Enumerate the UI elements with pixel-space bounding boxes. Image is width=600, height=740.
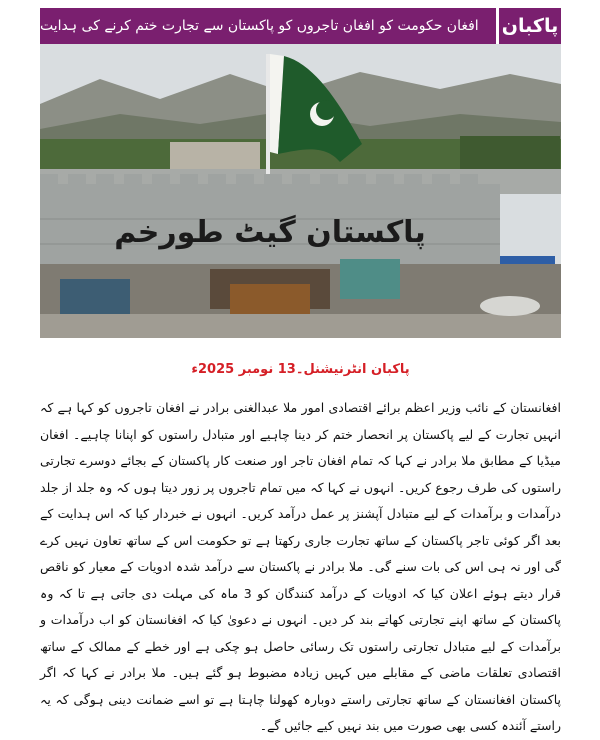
crowd <box>40 314 561 338</box>
brand-label[interactable]: پاکبان <box>499 8 561 44</box>
dateline: پاکبان انٹرنیشنل۔13 نومبر 2025ء <box>191 362 410 377</box>
torkham-gate-image <box>40 44 561 338</box>
buildings <box>170 142 260 172</box>
flag-pole <box>266 54 270 194</box>
header-bar <box>40 8 561 44</box>
vehicle <box>60 279 130 319</box>
vehicle-cab <box>340 259 400 299</box>
cargo <box>230 284 310 314</box>
gate-text: پاکستان گیٹ طورخم <box>114 215 426 250</box>
news-photo <box>40 44 561 338</box>
headline[interactable]: افغان حکومت کو افغان تاجروں کو پاکستان سے تجارت ختم کرنے کی ہدایت <box>40 8 496 44</box>
umbrella <box>480 296 540 316</box>
article-body: افغانستان کے نائب وزیر اعظم برائے اقتصادی امور ملا عبدالغنی برادر نے افغان تاجروں کو کہا ہے کہ انہیں تجارت کے لیے پاکستان پر انحصار ختم کر دینا چاہیے اور متبادل راستوں کو اپنانا چاہیے۔ افغان میڈیا کے مطابق ملا برادر نے کہا کہ تمام افغان تاجر اور صنعت کار پاکستان کے بجائے دوسرے تجارتی راستوں کی طرف رجوع کریں۔ انہوں نے کہا کہ میں تمام تاجروں پر زور دیتا ہوں کہ وہ جلد از جلد درآمدات و برآمدات کے لیے متبادل آپشنز پر عمل درآمد کریں۔ انہوں نے خبردار کیا کہ اس ہدایت کے بعد اگر کوئی تاجر پاکستان کے ساتھ تجارت جاری رکھتا ہے تو حکومت اس کے ساتھ تعاون نہیں کرے گی اور نہ ہی اس کی بات سنے گی۔ ملا برادر نے پاکستان سے درآمد شدہ ادویات کے معیار کو ناقص قرار دیتے ہوئے اعلان کیا کہ ادویات کے درآمد کنندگان کو 3 ماہ کی مہلت دی جاتی ہے تا کہ وہ پاکستان کے ساتھ اپنے تجارتی کھاتے بند کر دیں۔ انہوں نے دعویٰ کیا کہ افغانستان کو اب درآمدات و برآمدات کے لیے متبادل تجارتی راستوں تک رسائی حاصل ہو چکی ہے اور خطے کے ممالک کے ساتھ اقتصادی تعلقات ماضی کے مقابلے میں کہیں زیادہ مضبوط ہو گئے ہیں۔ ملا برادر نے کہا کہ اگر پاکستان افغانستان کے ساتھ تجارتی راستے دوبارہ کھولنا چاہتا ہے تو اسے ضمانت دینی ہوگی کہ یہ راستے آئندہ کسی بھی صورت میں بند نہیں کیے جائیں گے۔ <box>40 400 561 733</box>
